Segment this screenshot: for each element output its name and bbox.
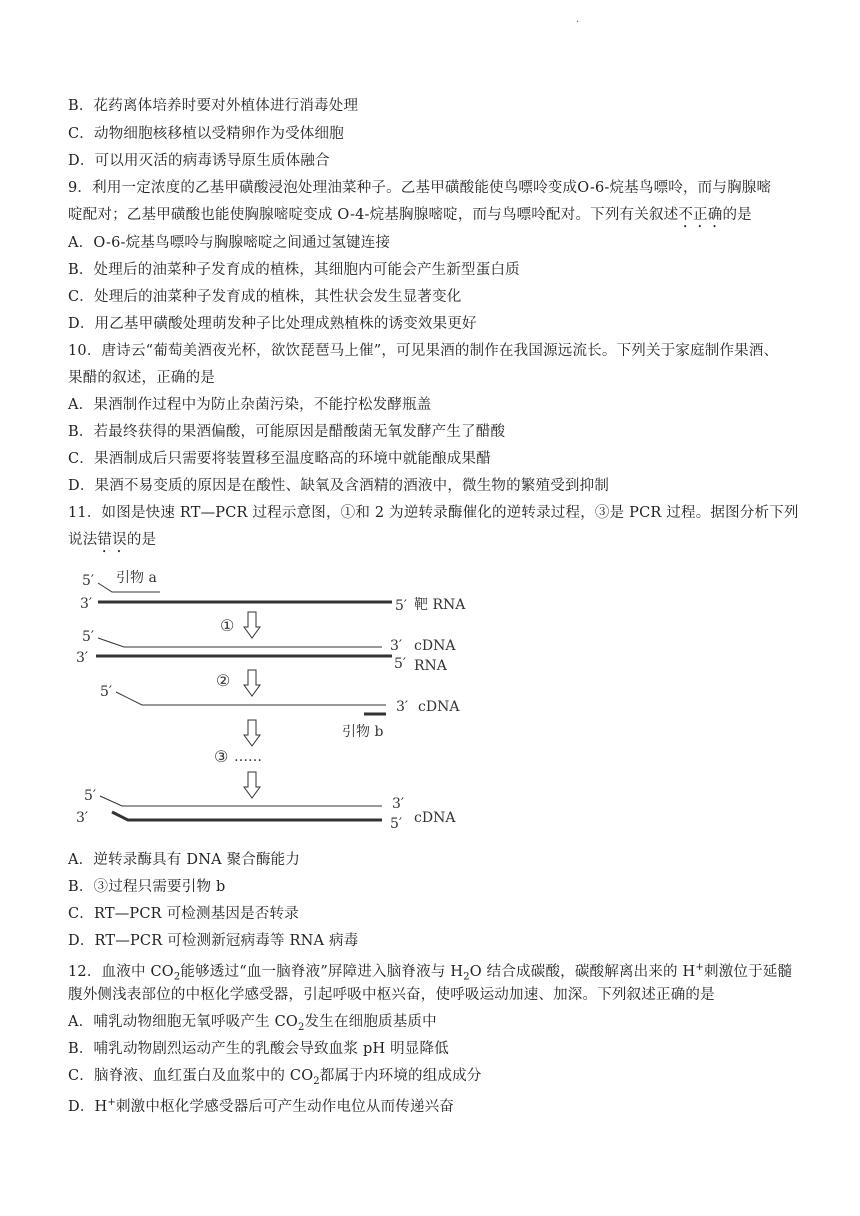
q12-option-d: [68, 1093, 454, 1117]
q9-option-a: A．O-6-烷基鸟嘌呤与胸腺嘧啶之间通过氢键连接: [68, 235, 391, 251]
q12-option-b: B．哺乳动物剧烈运动产生的乳酸会导致血浆 pH 明显降低: [68, 1041, 449, 1057]
superscript-plus: +: [695, 962, 704, 973]
q12-option-a: [68, 1012, 437, 1038]
q9-emphasis: 不正确: [678, 207, 723, 223]
q12-stem-part3: O 结合成碳酸，碳酸解离出来的 H: [469, 963, 696, 980]
row2-cdna-five-prime: 5′: [82, 629, 95, 645]
q11-stem-line2: [68, 530, 156, 556]
q12-stem-part1: 12．血液中 CO: [68, 963, 174, 980]
row2-cdna-three-prime: 3′: [390, 638, 403, 654]
step1-label: ①: [220, 616, 235, 635]
down-arrow-icon: [244, 612, 260, 638]
q12-stem-line2: 腹外侧浅表部位的中枢化学感受器，引起呼吸中枢兴奋，使呼吸运动加速、加深。下列叙述正确的是: [68, 987, 715, 1003]
down-arrow-icon: [244, 772, 260, 798]
q11-option-d: D．RT—PCR 可检测新冠病毒等 RNA 病毒: [68, 933, 359, 949]
superscript-plus: +: [107, 1097, 116, 1108]
q11-stem-line1: 11．如图是快速 RT—PCR 过程示意图，①和 2 为逆转录酶催化的逆转录过程，③是 PCR 过程。据图分析下列: [68, 505, 799, 521]
q12-a-part2: 发生在细胞质基质中: [304, 1014, 437, 1030]
q11-emphasis: 错误: [97, 532, 127, 548]
q12-stem-part2: 能够透过“血一脑脊液”屏障进入脑脊液与 H: [180, 963, 464, 980]
q12-a-part1: A．哺乳动物细胞无氧呼吸产生 CO: [68, 1014, 298, 1030]
q8-option-b: B．花药离体培养时要对外植体进行消毒处理: [68, 98, 359, 114]
q11-stem-text: 说法: [68, 532, 98, 548]
row2-rna-three-prime: 3′: [76, 650, 89, 666]
rt-pcr-diagram: [76, 560, 496, 840]
step2-label: ②: [216, 671, 231, 690]
q11-option-a: A．逆转录酶具有 DNA 聚合酶能力: [68, 852, 301, 868]
row4-top-three-prime: 3′: [392, 796, 405, 812]
cdna-label-2: cDNA: [418, 699, 460, 715]
q11-stem-end: 的是: [126, 532, 157, 548]
row1-primer-five-prime: 5′: [82, 573, 95, 589]
subscript-2: 2: [297, 1021, 305, 1033]
subscript-2: 2: [463, 971, 470, 983]
q12-option-c: [68, 1066, 482, 1092]
subscript-2: 2: [313, 1075, 320, 1087]
target-rna-label: 靶 RNA: [414, 597, 466, 613]
q10-option-d: D．果酒不易变质的原因是在酸性、缺氧及含酒精的酒液中，微生物的繁殖受到抑制: [68, 478, 610, 494]
cdna-top-strand: [100, 796, 382, 806]
q10-option-b: B．若最终获得的果酒偏酸，可能原因是醋酸菌无氧发酵产生了醋酸: [68, 424, 506, 440]
cdna-strand-1: [98, 638, 382, 647]
row4-top-five-prime: 5′: [84, 788, 97, 804]
q12-stem-part4: 刺激位于延髓: [704, 963, 793, 980]
primer-b-label: 引物 b: [342, 724, 384, 740]
q9-stem-line2: [68, 205, 752, 231]
row3-cdna-five-prime: 5′: [100, 684, 113, 700]
q9-stem-end: 的是: [722, 207, 752, 223]
cdna-label-1: cDNA: [414, 638, 456, 654]
down-arrow-icon: [244, 670, 260, 696]
q9-option-b: B．处理后的油菜种子发育成的植株，其细胞内可能会产生新型蛋白质: [68, 262, 520, 278]
row4-bottom-five-prime: 5′: [390, 816, 403, 832]
row4-bottom-three-prime: 3′: [76, 810, 89, 826]
q12-c-part2: 都属于内环境的组成成分: [319, 1068, 482, 1084]
q12-d-part1: D．H: [68, 1098, 108, 1115]
q12-c-part1: C．脑脊液、血红蛋白及血浆中的 CO: [68, 1068, 314, 1084]
primer-a-label: 引物 a: [116, 570, 157, 586]
step3-label: ③: [214, 747, 229, 766]
q9-option-d: D．用乙基甲磺酸处理萌发种子比处理成熟植株的诱变效果更好: [68, 316, 477, 332]
cdna-label-3: cDNA: [414, 810, 456, 826]
header-mark: .: [576, 14, 580, 25]
q12-d-part2: 刺激中枢化学感受器后可产生动作电位从而传递兴奋: [115, 1098, 455, 1115]
q9-stem-line1: 9．利用一定浓度的乙基甲磺酸浸泡处理油菜种子。乙基甲磺酸能使鸟嘌呤变成O-6-烷基鸟嘌呤，而与胸腺嘧: [68, 180, 772, 196]
q8-option-c: C．动物细胞核移植以受精卵作为受体细胞: [68, 126, 344, 142]
row1-rna-five-prime: 5′: [395, 598, 408, 614]
subscript-2: 2: [173, 971, 181, 983]
row2-rna-five-prime: 5′: [394, 656, 407, 672]
rna-label: RNA: [414, 658, 447, 674]
q10-option-a: A．果酒制作过程中为防止杂菌污染，不能拧松发酵瓶盖: [68, 397, 432, 413]
down-arrow-icon: [244, 720, 260, 746]
q9-option-c: C．处理后的油菜种子发育成的植株，其性状会发生显著变化: [68, 289, 462, 305]
q11-option-c: C．RT—PCR 可检测基因是否转录: [68, 906, 299, 922]
step3-ellipsis: ……: [234, 749, 262, 765]
q8-option-d: D．可以用灭活的病毒诱导原生质体融合: [68, 153, 330, 169]
q10-stem-line2: 果醋的叙述，正确的是: [68, 370, 215, 386]
q11-option-b: B．③过程只需要引物 b: [68, 879, 226, 895]
row1-rna-three-prime: 3′: [80, 596, 93, 612]
q10-option-c: C．果酒制成后只需要将装置移至温度略高的环境中就能酿成果醋: [68, 451, 491, 467]
q12-stem-line1: [68, 958, 792, 988]
q10-stem-line1: 10．唐诗云“葡萄美酒夜光杯，欲饮琵琶马上催”，可见果酒的制作在我国源远流长。下列关于家庭制作果酒、: [68, 343, 779, 359]
q9-stem-text: 啶配对；乙基甲磺酸也能使胸腺嘧啶变成 O-4-烷基胸腺嘧啶，而与鸟嘌呤配对。下列有关叙述: [68, 207, 679, 223]
cdna-bottom-strand: [112, 812, 382, 820]
row3-cdna-three-prime: 3′: [396, 699, 409, 715]
